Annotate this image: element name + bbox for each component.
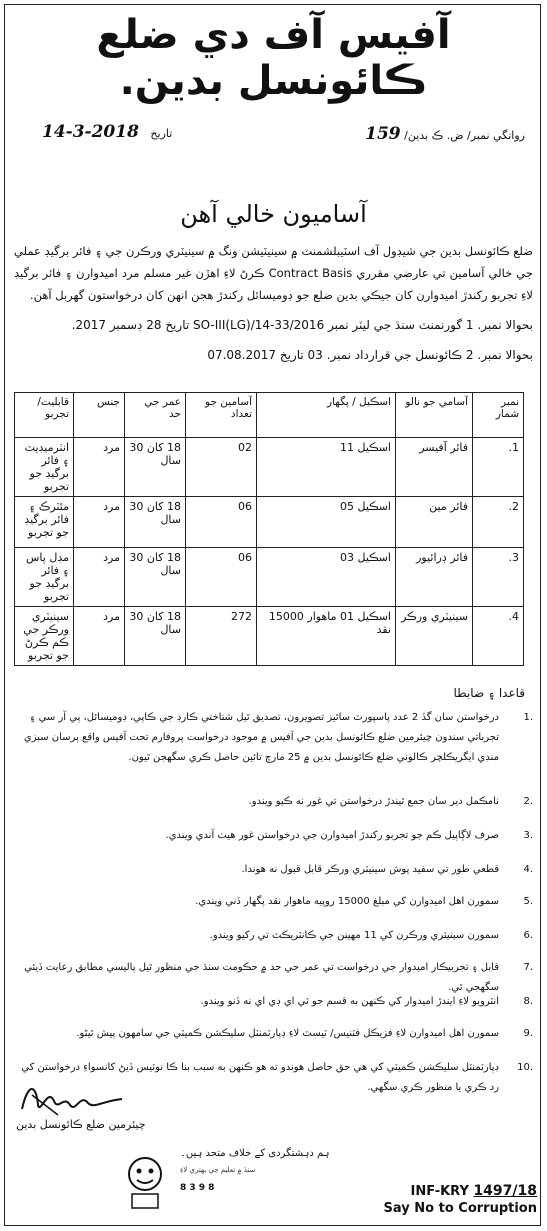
- cell-scale: اسڪيل 01 ماهوار 15000 نقد: [257, 607, 396, 666]
- cell-age: 18 کان 30 سال: [125, 548, 186, 607]
- signature-label: چيئرمين ضلع ڪائونسل بدين: [16, 1118, 146, 1131]
- rule-number: 6.: [523, 930, 533, 941]
- col-post: آسامي جو نالو: [396, 393, 473, 438]
- col-gender: جنس: [74, 393, 125, 438]
- cell-post: فائر آفيسر: [396, 438, 473, 497]
- cell-age: 18 کان 30 سال: [125, 497, 186, 548]
- rule-text: قطعي طور تي سفيد پوش سينيٽري ورڪر قابل قبول نه هوندا.: [241, 864, 499, 875]
- cell-age: 18 کان 30 سال: [125, 607, 186, 666]
- reference-2: بحوالا نمبر. 2 ڪائونسل جي قرارداد نمبر. 03 تاريخ 07.08.2017: [207, 348, 533, 362]
- cell-count: 06: [186, 497, 257, 548]
- dispatch-label: روانگي نمبر/ ض. ڪ بدين/: [404, 129, 525, 142]
- signature-scribble: [18, 1075, 128, 1119]
- signature: [18, 1075, 128, 1123]
- footer-number-block: 8 3 9 8: [180, 1183, 215, 1193]
- cell-gender: مرد: [74, 497, 125, 548]
- intro-paragraph: ضلع ڪائونسل بدين جي شيڊول آف اسٽيبلشمنٽ ۾ سينيٽيشن ونگ ۾ سينيٽري ورڪرن جي ۽ فائر برگيڊ عملي جي خالي آسامين تي عارضي مقرري Contract Basis ڪرڻ لاءِ اهڙن غير مسلم مرد اميدوارن ۽ فائر برگيڊ لاءِ تجربو رکندڙ اميدوارن کان جيڪي بدين ضلع جو ڊوميسائل رکندڙ هجن انهن کان درخواستون گهربل آهن.: [14, 244, 533, 302]
- dispatch-line: [365, 124, 525, 144]
- cell-qualification: مڊل پاس ۽ فائر برگيڊ جو تجربو: [15, 548, 74, 607]
- rule-text: سمورن اهل اميدوارن کي مبلغ 15000 روپيه ماهوار نقد پگهار ڏني ويندي.: [195, 896, 499, 907]
- rule-item: [14, 792, 533, 812]
- rule-text: انٽرويو لاءِ ايندڙ اميدوار کي ڪنهن به قسم جو ٽي اي ڊي اي نه ڏنو ويندو.: [200, 996, 499, 1007]
- rule-item: [14, 892, 533, 912]
- cell-qualification: مئٽرڪ ۽ فائر برگيڊ جو تجربو: [15, 497, 74, 548]
- ad-code-number: 1497/18: [473, 1183, 537, 1199]
- cell-scale: اسڪيل 03: [257, 548, 396, 607]
- cell-count: 272: [186, 607, 257, 666]
- cell-post: سينيٽري ورڪر: [396, 607, 473, 666]
- rule-item: [14, 992, 533, 1012]
- cell-scale: اسڪيل 11: [257, 438, 396, 497]
- col-serial: نمبر شمار: [473, 393, 524, 438]
- rule-number: 1.: [523, 712, 533, 723]
- col-scale: اسڪيل / پگهار: [257, 393, 396, 438]
- emblem-icon: [120, 1150, 170, 1218]
- vacancies-heading: آساميون خالي آهن: [180, 200, 367, 228]
- table-row: [15, 438, 524, 497]
- cell-serial: 1.: [473, 438, 524, 497]
- cell-count: 02: [186, 438, 257, 497]
- slogan: Say No to Corruption: [383, 1201, 537, 1216]
- cell-gender: مرد: [74, 607, 125, 666]
- reference-1: بحوالا نمبر. 1 گورنمنٽ سنڌ جي ليٽر نمبر SO-III(LG)/14-33/2016 تاريخ 28 ڊسمبر 2017.: [71, 318, 533, 332]
- rule-item: [14, 708, 533, 768]
- rule-text: صرف لاڳاپيل ڪم جو تجربو رکندڙ اميدوارن جي درخواستن غور هيٺ آندي ويندي.: [165, 830, 499, 841]
- rule-text: سمورن اهل اميدوارن لاءِ فزيڪل فٽنيس/ ٽيسٽ لاءِ ڊپارٽمنٽل سليڪشن ڪميٽي جي سامهون پيش ٿيڻو.: [76, 1028, 499, 1039]
- cell-count: 06: [186, 548, 257, 607]
- rule-text: درخواستن سان گڏ 2 عدد پاسپورٽ سائيز تصويرون، تصديق ٿيل شناختي ڪارڊ جي ڪاپي، ڊوميسائل، پي آر سي ۽ تجرباتي سندون چيئرمين ضلع ڪائونسل بدين جي آفيس ۾ موجود درخواست پروفارم تحت آفيس واقع پرسان سبزي منڊي ايگريڪلچر ڪالوني ضلع ڪائونسل بدين ۾ 25 مارچ تائين حاصل ڪري سگهجن ٿيون.: [23, 712, 499, 763]
- ad-code-prefix: INF-KRY: [410, 1184, 469, 1199]
- date-label: تاريخ: [150, 127, 173, 140]
- rule-item: [14, 926, 533, 946]
- table-row: [15, 548, 524, 607]
- rule-item: [14, 860, 533, 880]
- footer-small-line: سنڌ ۾ تعليم جي بهتري لاءِ: [180, 1166, 256, 1174]
- col-age: عمر جي حد: [125, 393, 186, 438]
- cell-post: فائر مين: [396, 497, 473, 548]
- rule-text: نامڪمل دير سان جمع ٿيندڙ درخواستن تي غور نه ڪيو ويندو.: [248, 796, 499, 807]
- table-row: [15, 497, 524, 548]
- footer-urdu-line: ہم دہشتگردی کے خلاف متحد ہیں۔: [180, 1148, 330, 1159]
- cell-gender: مرد: [74, 548, 125, 607]
- rule-number: 2.: [523, 796, 533, 807]
- rule-number: 4.: [523, 864, 533, 875]
- dispatch-number: 159: [365, 124, 401, 144]
- date-line: [42, 122, 172, 142]
- cell-serial: 2.: [473, 497, 524, 548]
- table-header-row: [15, 393, 524, 438]
- cell-gender: مرد: [74, 438, 125, 497]
- rule-number: 8.: [523, 996, 533, 1007]
- rule-number: 10.: [517, 1062, 533, 1073]
- rule-item: [14, 826, 533, 846]
- date-value: 14-3-2018: [42, 122, 139, 142]
- table-row: [15, 607, 524, 666]
- rule-text: ڊپارٽمنٽل سليڪشن ڪميٽي کي هي حق حاصل هوندو ته هو ڪنهن به سبب بنا ڪا نوٽيس ڏيڻ کانسواءِ درخواستن کي رد ڪري يا منظور ڪري سگهي.: [21, 1062, 499, 1093]
- cell-scale: اسڪيل 05: [257, 497, 396, 548]
- rule-item: [14, 1024, 533, 1044]
- col-qualification: قابليت/تجربو: [15, 393, 74, 438]
- cell-post: فائر ڊرائيور: [396, 548, 473, 607]
- cell-serial: 3.: [473, 548, 524, 607]
- rule-number: 5.: [523, 896, 533, 907]
- rules-heading: قاعدا ۽ ضابطا: [453, 686, 525, 700]
- cell-qualification: سينيٽري ورڪر جي ڪم ڪرڻ جو تجربو: [15, 607, 74, 666]
- cell-age: 18 کان 30 سال: [125, 438, 186, 497]
- rule-number: 9.: [523, 1028, 533, 1039]
- col-count: آسامين جو تعداد: [186, 393, 257, 438]
- cell-qualification: انٽرميڊيٽ ۽ فائر برگيڊ جو تجربو: [15, 438, 74, 497]
- rule-text: قابل ۽ تجربيڪار اميدوار جي درخواست تي عمر جي حد ۾ حڪومت سنڌ جي منظور ٿيل پاليسي مطابق رعايت ڏيئي سگهجي ٿي.: [24, 962, 499, 993]
- cell-serial: 4.: [473, 607, 524, 666]
- ad-code: [411, 1183, 537, 1199]
- office-title: آفيس آف دي ضلع ڪائونسل بدين.: [96, 12, 451, 104]
- rule-number: 3.: [523, 830, 533, 841]
- vacancy-table: [14, 392, 524, 666]
- rule-number: 7.: [523, 962, 533, 973]
- rule-text: سمورن سينيٽري ورڪرن کي 11 مهينن جي ڪانٽريڪٽ تي رکيو ويندو.: [209, 930, 499, 941]
